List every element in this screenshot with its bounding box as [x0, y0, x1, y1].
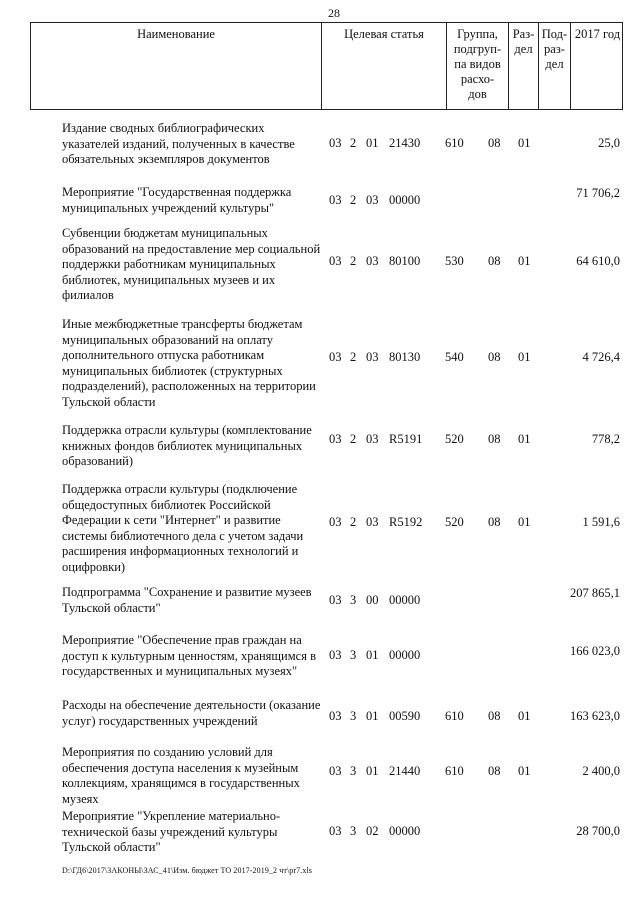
row-code-direction: 00000	[389, 824, 421, 838]
row-subsection: 01	[518, 432, 531, 446]
row-subsection: 01	[518, 136, 531, 150]
row-code-program: 03	[329, 824, 342, 838]
row-code-direction: 80100	[389, 254, 421, 268]
row-code-subprogram: 2	[350, 136, 357, 150]
header-year: 2017 год	[570, 23, 624, 109]
row-amount: 778,2	[591, 432, 620, 446]
row-code-subprogram: 2	[350, 193, 357, 207]
row-code-program: 03	[329, 193, 342, 207]
row-name: Издание сводных библиографических указателей изданий, полученных в качестве обязательных экземпляров документов	[62, 121, 295, 166]
row-section: 08	[488, 515, 501, 529]
row-code-subprogram: 3	[350, 824, 357, 838]
row-code-direction: 00000	[389, 648, 421, 662]
row-code-measure: 01	[366, 648, 379, 662]
row-code-direction: 21430	[389, 136, 421, 150]
header-group	[446, 23, 508, 109]
row-code-measure: 03	[366, 193, 379, 207]
row-code-measure: 01	[366, 709, 379, 723]
row-section: 08	[488, 136, 501, 150]
header-section-line: дел	[514, 42, 533, 56]
row-name: Мероприятие "Обеспечение прав граждан на доступ к культурным ценностям, хранящимся в государственных и муниципальных музеях"	[62, 633, 316, 678]
row-code-program: 03	[329, 648, 342, 662]
row-name: Мероприятие "Государственная поддержка муниципальных учреждений культуры"	[62, 185, 292, 215]
row-name: Иные межбюджетные трансферты бюджетам муниципальных образований на оплату дополнительного отпуска работникам муниципальных библиотек (структурных подразделений), расположенных на территории Тульской области	[62, 317, 316, 409]
header-target: Целевая статья	[321, 23, 446, 109]
row-code-direction: 00590	[389, 709, 421, 723]
row-section: 08	[488, 350, 501, 364]
row-code-program: 03	[329, 764, 342, 778]
row-subsection: 01	[518, 515, 531, 529]
row-section: 08	[488, 432, 501, 446]
row-name: Подпрограмма "Сохранение и развитие музеев Тульской области"	[62, 585, 312, 615]
row-name: Мероприятие "Укрепление материально-технической базы учреждений культуры Тульской области"	[62, 809, 281, 854]
row-code-direction: 21440	[389, 764, 421, 778]
row-code-subprogram: 2	[350, 515, 357, 529]
row-code-direction: 00000	[389, 593, 421, 607]
row-section: 08	[488, 254, 501, 268]
row-amount: 166 023,0	[570, 644, 620, 658]
row-amount: 71 706,2	[576, 186, 620, 200]
row-code-measure: 01	[366, 136, 379, 150]
row-code-direction: 80130	[389, 350, 421, 364]
row-group: 610	[445, 764, 464, 778]
row-amount: 2 400,0	[582, 764, 620, 778]
row-name: Расходы на обеспечение деятельности (оказание услуг) государственных учреждений	[62, 698, 321, 728]
row-group: 520	[445, 432, 464, 446]
header-section	[508, 23, 538, 109]
row-group: 540	[445, 350, 464, 364]
row-code-program: 03	[329, 136, 342, 150]
header-name: Наименование	[137, 27, 215, 41]
row-group: 610	[445, 136, 464, 150]
row-code-subprogram: 2	[350, 254, 357, 268]
row-group: 530	[445, 254, 464, 268]
header-group-line: Группа,	[457, 27, 498, 41]
row-code-direction: R5192	[389, 515, 423, 529]
row-code-program: 03	[329, 709, 342, 723]
row-code-subprogram: 3	[350, 709, 357, 723]
row-code-measure: 02	[366, 824, 379, 838]
row-name: Поддержка отрасли культуры (подключение общедоступных библиотек Российской Федерации к сети "Интернет" и развитие системы библиотечного дела с учетом задачи расширения информационных технологий и оцифровки)	[62, 482, 304, 574]
row-subsection: 01	[518, 350, 531, 364]
header-group-line: дов	[468, 87, 487, 101]
row-amount: 207 865,1	[570, 586, 620, 600]
row-subsection: 01	[518, 254, 531, 268]
row-code-measure: 03	[366, 350, 379, 364]
header-subsection-line: дел	[545, 57, 564, 71]
row-code-program: 03	[329, 432, 342, 446]
row-code-subprogram: 3	[350, 593, 357, 607]
header-section-line: Раз-	[512, 27, 535, 41]
header-group-line: расхо-	[460, 72, 495, 86]
row-code-subprogram: 2	[350, 350, 357, 364]
row-code-measure: 03	[366, 254, 379, 268]
row-code-subprogram: 3	[350, 648, 357, 662]
row-name: Мероприятия по созданию условий для обеспечения доступа населения к музейным коллекциям, хранящимся в государственных музеях	[62, 745, 300, 806]
row-code-program: 03	[329, 254, 342, 268]
row-amount: 1 591,6	[582, 515, 620, 529]
row-code-direction: R5191	[389, 432, 423, 446]
row-amount: 163 623,0	[570, 709, 620, 723]
row-amount: 4 726,4	[582, 350, 620, 364]
header-group-line: подгруп-	[453, 42, 502, 56]
page-number: 28	[328, 6, 340, 20]
header-subsection-line: Под-	[541, 27, 568, 41]
row-group: 610	[445, 709, 464, 723]
row-name: Поддержка отрасли культуры (комплектование книжных фондов библиотек муниципальных образований)	[62, 423, 312, 468]
row-code-subprogram: 2	[350, 432, 357, 446]
header-subsection-line: раз-	[544, 42, 565, 56]
row-amount: 64 610,0	[576, 254, 620, 268]
row-code-direction: 00000	[389, 193, 421, 207]
row-code-subprogram: 3	[350, 764, 357, 778]
row-code-program: 03	[329, 593, 342, 607]
row-section: 08	[488, 764, 501, 778]
row-code-measure: 01	[366, 764, 379, 778]
row-subsection: 01	[518, 709, 531, 723]
header-group-line: па видов	[454, 57, 501, 71]
row-code-program: 03	[329, 350, 342, 364]
row-code-program: 03	[329, 515, 342, 529]
table-header	[30, 22, 623, 110]
row-subsection: 01	[518, 764, 531, 778]
header-subsection	[538, 23, 570, 109]
row-amount: 25,0	[598, 136, 620, 150]
row-section: 08	[488, 709, 501, 723]
row-name: Субвенции бюджетам муниципальных образований на предоставление мер социальной поддержки работникам муниципальных библиотек, муниципальных музеев и их филиалов	[62, 226, 321, 302]
footer-file-path: D:\ГД6\2017\ЗАКОНЫ\ЗАС_41\Изм. бюджет ТО 2017-2019_2 чт\pr7.xls	[62, 866, 312, 875]
row-code-measure: 00	[366, 593, 379, 607]
row-code-measure: 03	[366, 432, 379, 446]
row-code-measure: 03	[366, 515, 379, 529]
row-amount: 28 700,0	[576, 824, 620, 838]
row-group: 520	[445, 515, 464, 529]
